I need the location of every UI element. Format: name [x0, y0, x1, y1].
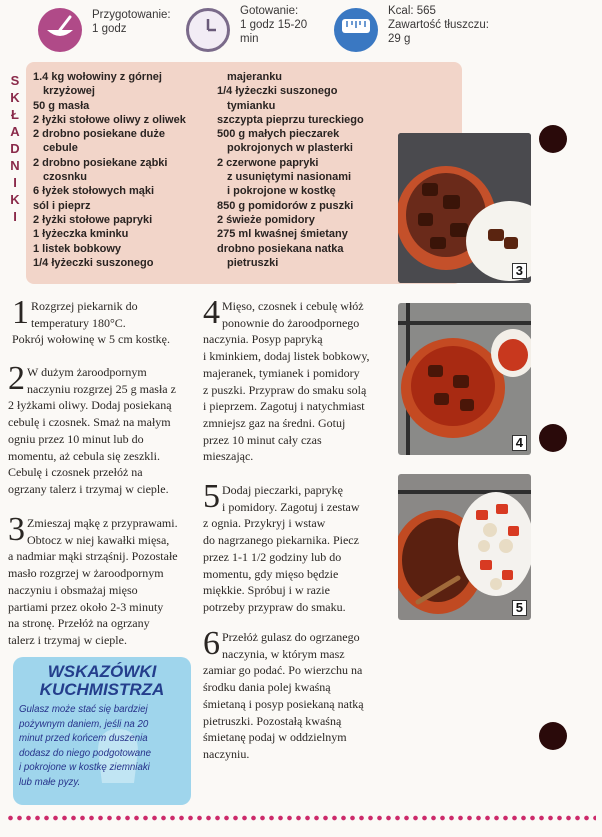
tip-line: pożywnym daniem, jeśli na 20 — [19, 718, 149, 730]
step-text-line: Zmieszaj mąkę z przyprawami. — [27, 516, 178, 530]
ingredient-line: 1 listek bobkowy — [33, 242, 122, 255]
ingredient-line: 1/4 łyżeczki suszonego — [217, 85, 338, 98]
step-number: 3 — [8, 511, 25, 548]
step-text-line: i pieprzem. Zagotuj i natychmiast — [203, 399, 365, 414]
ingredient-line: 275 ml kwaśnej śmietany — [217, 228, 348, 241]
step-text-line: śmietaną i posyp posiekaną natką — [203, 696, 364, 711]
ingredient-line: 6 łyżek stołowych mąki — [33, 185, 155, 198]
step-1 — [12, 294, 197, 348]
step-6 — [203, 625, 393, 763]
step-photo-3 — [398, 133, 531, 283]
step-text-line: naczynia. Posyp papryką — [203, 332, 323, 347]
ingredient-line: 50 g masła — [33, 99, 90, 112]
ingredient-line: drobno posiekana natka — [217, 242, 344, 255]
ingredients-right-column — [217, 70, 364, 270]
step-text-line: miękkie. Spróbuj i w razie — [203, 583, 330, 598]
step-text-line: na stronę. Przełóż na ogrzany — [8, 616, 150, 631]
ingredient-line: cebule — [43, 142, 78, 155]
ingredients-box — [26, 62, 462, 284]
step-text-line: masło rozgrzej w żaroodpornym — [8, 566, 164, 581]
step-text-line: pietruszki. Pozostałą kwaśną — [203, 713, 342, 728]
step-text-line: momentu, gdy mięso będzie — [203, 566, 339, 581]
step-number: 4 — [203, 294, 220, 331]
step-text-line: Rozgrzej piekarnik do — [31, 299, 138, 313]
dotted-divider — [6, 813, 596, 823]
step-text-line: zmniejsz gaz na średni. Gotuj — [203, 415, 346, 430]
tip-line: dodasz do niego podgotowane — [19, 747, 151, 759]
step-text-line: Przełóż gulasz do ogrzanego — [222, 630, 360, 644]
binder-hole-top — [539, 125, 567, 153]
cook-time-info — [186, 5, 308, 52]
ingredient-line: 1/4 łyżeczki suszonego — [33, 256, 154, 269]
step-text-line: ogniu przez 10 minut lub do — [8, 431, 144, 446]
step-text-line: W dużym żaroodpornym — [27, 365, 147, 379]
ingredient-line: 850 g pomidorów z puszki — [217, 199, 354, 212]
ingredient-line: 1.4 kg wołowiny z górnej — [33, 71, 162, 83]
chef-tips-text — [19, 703, 151, 791]
kcal-text: Kcal: 565 Zawartość tłuszczu: 29 g — [388, 5, 489, 45]
ingredient-line: 1 łyżeczka kminku — [33, 228, 129, 241]
ingredient-line: 2 łyżki stołowe oliwy z oliwek — [33, 113, 186, 126]
step-text-line: Dodaj pieczarki, paprykę — [222, 483, 343, 497]
ingredient-line: szczypta pieprzu tureckiego — [217, 113, 364, 126]
tip-line: lub małe pyzy. — [19, 776, 81, 788]
ingredient-line: 2 czerwone papryki — [217, 156, 319, 169]
clock-icon — [186, 8, 230, 52]
step-photo-4 — [398, 303, 531, 455]
ingredient-line: krzyżowej — [43, 85, 95, 98]
step-text-line: ogrzany talerz i trzymaj w cieple. — [8, 481, 169, 496]
binder-hole-bottom — [539, 722, 567, 750]
step-text-line: naczyniu i obsmażaj mięso — [8, 582, 138, 597]
step-text-line: Obtocz w niej kawałki mięsa, — [27, 532, 170, 547]
ingredient-line: majeranku — [227, 71, 283, 83]
chef-tips-box — [13, 657, 191, 805]
photo-number-5: 5 — [512, 600, 527, 616]
ingredient-line: i pokrojone w kostkę — [227, 185, 336, 198]
step-number: 6 — [203, 625, 220, 662]
step-4 — [203, 294, 393, 465]
chef-tips-title-line1: WSKAZÓWKI — [47, 662, 157, 681]
step-text-line: potrzeby przypraw do smaku. — [203, 599, 346, 614]
step-text-line: Pokrój wołowinę w 5 cm kostkę. — [12, 332, 170, 347]
scale-icon — [334, 8, 378, 52]
cook-time-text: Gotowanie: 1 godz 15-20 min — [240, 5, 308, 45]
prep-time-info — [38, 8, 171, 52]
step-text-line: partiami przez około 2-3 minuty — [8, 599, 164, 614]
chef-tips-title — [13, 663, 191, 699]
ingredient-line: sól i pieprz — [33, 199, 91, 212]
ingredient-line: 500 g małych pieczarek — [217, 128, 340, 141]
step-5 — [203, 478, 393, 616]
ingredient-line: pietruszki — [227, 256, 279, 269]
ingredients-left-column — [33, 70, 186, 270]
ingredient-line: pokrojonych w plasterki — [227, 142, 353, 155]
step-text-line: Mięso, czosnek i cebulę włóż — [222, 299, 364, 313]
ingredients-side-label: S K Ł A D N I K I — [10, 73, 20, 224]
step-photo-5 — [398, 474, 531, 620]
ingredient-line: 2 drobno posiekane duże — [33, 128, 166, 141]
step-text-line: zamiar go podać. Po wierzchu na — [203, 663, 363, 678]
step-text-line: a nadmiar mąki strząśnij. Pozostałe — [8, 549, 178, 564]
step-text-line: i pomidory. Zagotuj i zestaw — [222, 499, 360, 514]
step-text-line: cebulę i czosnek. Smaż na małym — [8, 415, 171, 430]
step-text-line: z puszki. Przypraw do smaku solą — [203, 382, 367, 397]
step-3 — [8, 511, 198, 649]
ingredient-line: tymianku — [227, 99, 276, 112]
tip-line: i pokrojone w kostkę ziemniaki — [19, 762, 150, 774]
step-text-line: i kminkiem, dodaj listek bobkowy, — [203, 349, 370, 364]
step-text-line: przez 1-1 1/2 godziny lub do — [203, 549, 342, 564]
step-number: 1 — [12, 294, 29, 331]
step-text-line: Cebulę i czosnek przełóż na — [8, 465, 143, 480]
step-text-line: 2 łyżkami oliwy. Dodaj posiekaną — [8, 398, 172, 413]
step-text-line: przez 10 minut cały czas — [203, 432, 322, 447]
step-text-line: naczyniu. — [203, 746, 250, 761]
step-text-line: z ognia. Przykryj i wstaw — [203, 516, 326, 531]
ingredient-line: z usuniętymi nasionami — [227, 171, 352, 184]
tip-line: Gulasz może stać się bardziej — [19, 704, 148, 715]
step-text-line: ponownie do żaroodpornego — [222, 315, 360, 330]
ingredient-line: czosnku — [43, 171, 88, 184]
step-text-line: temperatury 180°C. — [31, 315, 126, 330]
step-text-line: majeranek, tymianek i pomidory — [203, 365, 360, 380]
step-text-line: naczyniu rozgrzej 25 g masła z — [27, 381, 176, 396]
step-text-line: momentu, aż cebula się zeszkli. — [8, 448, 160, 463]
step-text-line: środku dania polej kwaśną — [203, 680, 331, 695]
ingredient-line: 2 drobno posiekane ząbki — [33, 156, 168, 169]
binder-hole-middle — [539, 424, 567, 452]
kcal-info — [334, 5, 489, 52]
whisk-bowl-icon — [38, 8, 82, 52]
step-text-line: do nagrzanego piekarnika. Piecz — [203, 533, 359, 548]
photo-number-4: 4 — [512, 435, 527, 451]
chef-tips-title-line2: KUCHMISTRZA — [39, 680, 165, 699]
step-number: 2 — [8, 360, 25, 397]
step-text-line: naczynia, w którym masz — [222, 646, 345, 661]
step-text-line: śmietanę podaj w oddzielnym — [203, 730, 347, 745]
step-text-line: mieszając. — [203, 449, 254, 464]
step-number: 5 — [203, 478, 220, 515]
prep-time-text: Przygotowanie: 1 godz — [92, 9, 171, 35]
ingredient-line: 2 łyżki stołowe papryki — [33, 213, 153, 226]
photo-number-3: 3 — [512, 263, 527, 279]
tip-line: minut przed końcem duszenia — [19, 733, 148, 745]
step-text-line: talerz i trzymaj w cieple. — [8, 632, 127, 647]
ingredient-line: 2 świeże pomidory — [217, 213, 315, 226]
step-2 — [8, 360, 198, 498]
